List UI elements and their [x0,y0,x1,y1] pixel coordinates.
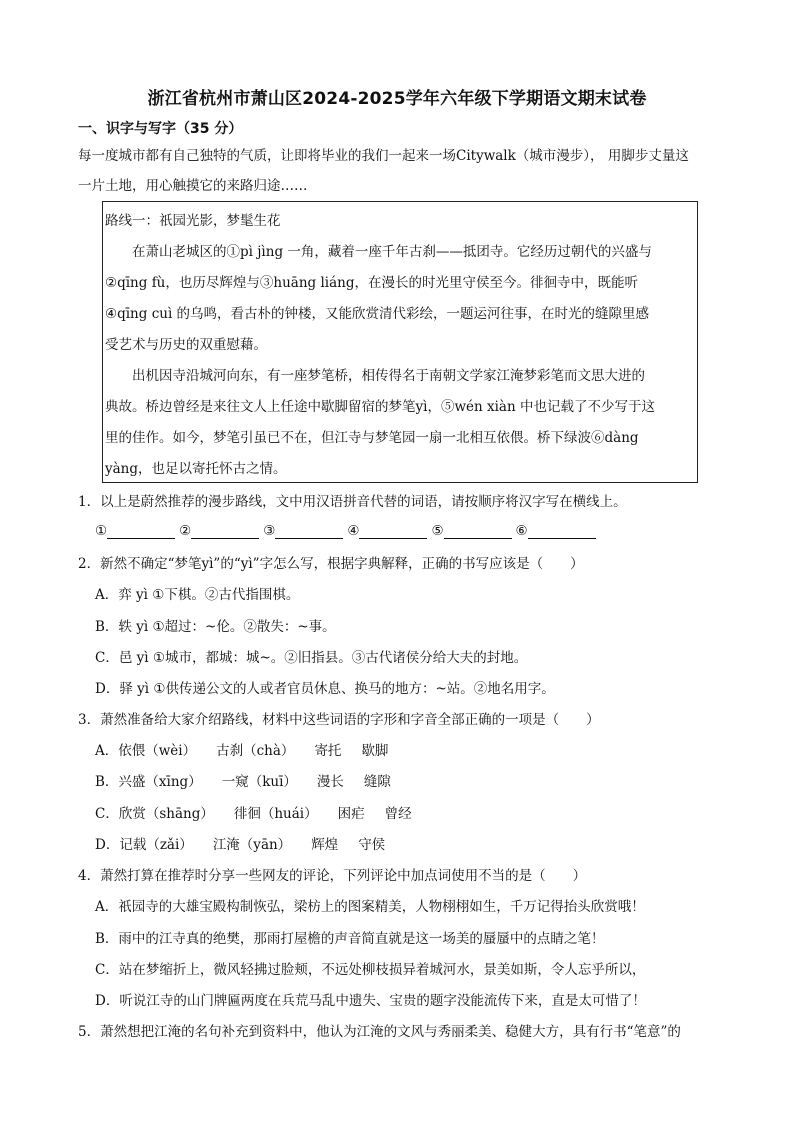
passage-line: 在萧山老城区的①pì jìng 一角，藏着一座千年古刹——抵团寺。它经历过朝代的兴盛与 [132,244,652,260]
question-3: 3．萧然准备给大家介绍路线，材料中这些词语的字形和字音全部正确的一项是（ ） [78,712,600,728]
option-b[interactable]: B．兴盛（xīng） 一窥（kuī） 漫长 缝隙 [95,774,391,790]
option-a[interactable]: A．弈 yì ①下棋。②古代指围棋。 [95,587,300,603]
option-c[interactable]: C．欣赏（shāng） 徘徊（huái） 困疟 曾经 [95,806,412,822]
question-4: 4．萧然打算在推荐时分享一些网友的评论，下列评论中加点词使用不当的是（ ） [78,868,587,884]
page-title: 浙江省杭州市萧山区2024-2025学年六年级下学期语文期末试卷 [147,89,647,109]
answer-blank[interactable]: ④ [347,522,431,539]
passage-line: ④qīng cuì 的乌鸣，看古朴的钟楼，又能欣赏清代彩绘，一题运河往事，在时光的缝隙里感 [105,306,650,322]
intro-line: 一片土地，用心触摸它的来路归途…… [78,178,308,194]
question-1: 1．以上是蔚然推荐的漫步路线，文中用汉语拼音代替的词语，请按顺序将汉字写在横线上。 [78,494,627,510]
option-a[interactable]: A．依偎（wèi） 古刹（chà） 寄托 歇脚 [95,743,389,759]
option-b[interactable]: B．轶 yì ①超过：~伦。②散失：~事。 [95,619,336,635]
passage-line: 受艺术与历史的双重慰藉。 [105,337,267,353]
option-c[interactable]: C．站在梦缩折上，微风轻拂过脸颊，不远处柳枝损异着城河水，景美如斯，令人忘乎所以， [95,962,646,978]
passage-box [102,201,698,483]
option-a[interactable]: A．祇园寺的大雄宝殿构制恢弘，梁枋上的图案精美，人物栩栩如生，千万记得抬头欣赏哦！ [95,899,645,915]
question-5: 5．萧然想把江淹的名句补充到资料中，他认为江淹的文风与秀丽柔美、稳健大方，具有行书“笔意”的 [78,1024,681,1040]
option-b[interactable]: B．雨中的江寺真的绝樊，那雨打屋檐的声音简直就是这一场美的蜃蜃中的点睛之笔！ [95,931,605,947]
route-heading: 路线一：祇园光影，梦髦生花 [105,213,281,229]
passage-line: 典故。桥边曾经是来往文人上任途中歇脚留宿的梦笔yì，⑤wén xiàn 中也记载了不少写于这 [105,399,655,415]
option-d[interactable]: D．驿 yì ①供传递公文的人或者官员休息、换马的地方：~站。②地名用字。 [95,681,555,697]
answer-blank[interactable]: ⑥ [516,522,600,539]
option-d[interactable]: D．记载（zǎi） 江淹（yān） 辉煌 守侯 [95,837,386,853]
answer-blank[interactable]: ① [95,522,179,539]
intro-line: 每一度城市都有自己独特的气质，让即将毕业的我们一起来一场Citywalk（城市漫步）， 用脚步丈量这 [78,148,689,164]
answer-blank[interactable]: ③ [263,522,347,539]
passage-line: yàng，也足以寄托怀古之情。 [105,461,287,477]
question-2: 2．新然不确定“梦笔yì”的“yì”字怎么写，根据字典解释，正确的书写应该是（ ） [78,556,584,572]
section-heading: 一、识字与写字（35 分） [78,121,243,137]
passage-line: 里的佳作。如今，梦笔引虽已不在，但江寺与梦笔园一扇一北相互依偎。桥下绿波⑥dàng [105,430,639,446]
answer-blank[interactable]: ⑤ [431,522,515,539]
option-d[interactable]: D．听说江寺的山门牌匾两度在兵荒马乱中遗失、宝贵的题字没能流传下来，直是太可惜了！ [95,993,646,1009]
option-c[interactable]: C．邑 yì ①城市，都城：城~。②旧指县。③古代诸侯分给大夫的封地。 [95,650,528,666]
passage-line: 出机因寺沿城河向东，有一座梦笔桥，相传得名于南朝文学家江淹梦彩笔而文思大进的 [132,368,645,384]
intro-paragraph [78,141,738,201]
passage-line: ②qīng fù，也历尽辉煌与③huāng liáng，在漫长的时光里守侯至今。徘徊寺中，既能听 [105,275,638,291]
answer-blank[interactable]: ② [179,522,263,539]
answer-blanks [95,522,655,539]
